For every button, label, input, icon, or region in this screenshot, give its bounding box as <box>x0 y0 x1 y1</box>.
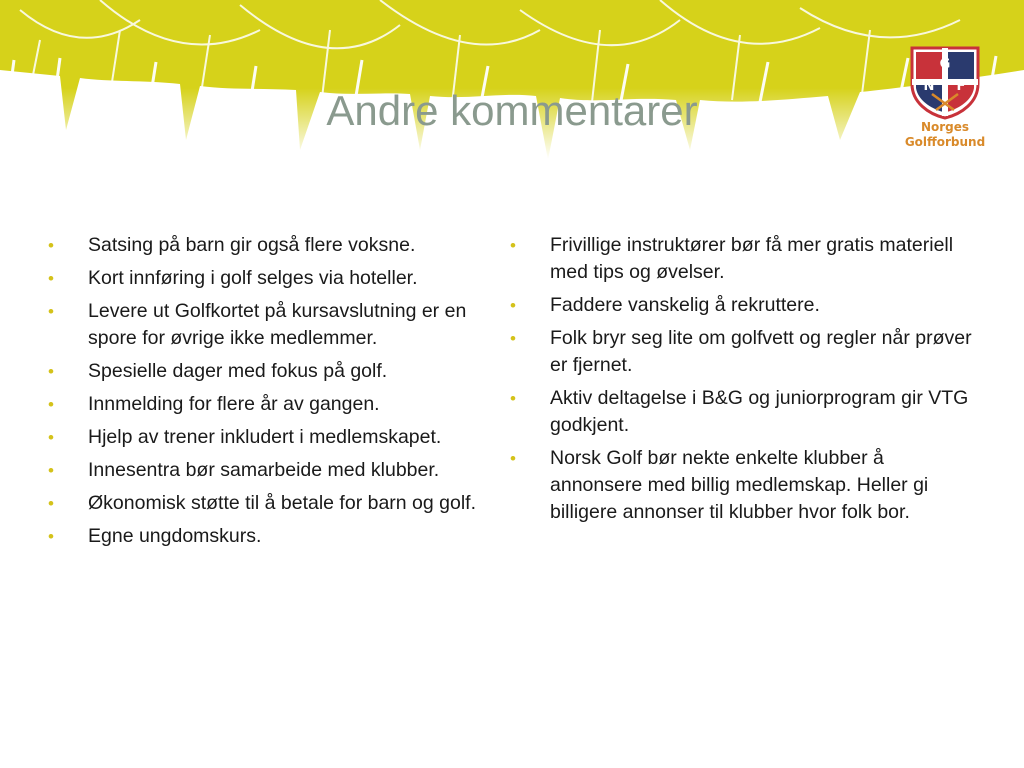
list-item-text: Egne ungdomskurs. <box>88 525 262 547</box>
list-item-text: Satsing på barn gir også flere voksne. <box>88 234 416 256</box>
list-item-text: Norsk Golf bør nekte enkelte klubber å annonsere med billig medlemskap. Heller gi billigere annonser til klubber hvor folk bor. <box>550 447 929 523</box>
bullet-icon: • <box>48 269 54 288</box>
shield-icon <box>908 44 982 120</box>
list-item-text: Spesielle dager med fokus på golf. <box>88 360 388 382</box>
bullet-icon: • <box>48 362 54 381</box>
list-item-text: Aktiv deltagelse i B&G og juniorprogram gir VTG godkjent. <box>550 387 969 436</box>
bullet-icon: • <box>48 461 54 480</box>
list-item-text: Folk bryr seg lite om golfvett og regler når prøver er fjernet. <box>550 327 972 376</box>
list-item <box>48 457 508 484</box>
bullet-icon: • <box>510 296 516 315</box>
list-item <box>48 265 508 292</box>
list-item <box>48 232 508 259</box>
list-item-text: Kort innføring i golf selges via hoteller. <box>88 267 418 289</box>
right-bullet-list <box>510 232 980 532</box>
list-item <box>510 292 980 319</box>
norges-golfforbund-logo <box>890 44 1000 154</box>
bullet-icon: • <box>48 428 54 447</box>
bullet-icon: • <box>48 302 54 321</box>
logo-letter-f: F <box>956 79 966 94</box>
logo-text-golfforbund: Golfforbund <box>904 135 986 149</box>
list-item <box>510 232 980 286</box>
list-item-text: Frivillige instruktører bør få mer gratis materiell med tips og øvelser. <box>550 234 954 283</box>
logo-letter-g: G <box>939 57 951 72</box>
list-item <box>510 445 980 526</box>
bullet-icon: • <box>48 494 54 513</box>
bullet-icon: • <box>48 527 54 546</box>
list-item-text: Levere ut Golfkortet på kursavslutning er en spore for øvrige ikke medlemmer. <box>88 300 467 349</box>
list-item <box>48 523 508 550</box>
list-item <box>48 298 508 352</box>
list-item <box>48 391 508 418</box>
left-bullet-list <box>48 232 508 556</box>
bullet-icon: • <box>510 449 516 468</box>
bullet-icon: • <box>510 236 516 255</box>
list-item-text: Innmelding for flere år av gangen. <box>88 393 380 415</box>
list-item <box>48 490 508 517</box>
list-item <box>48 358 508 385</box>
list-item <box>510 385 980 439</box>
bullet-icon: • <box>510 329 516 348</box>
bullet-icon: • <box>510 389 516 408</box>
slide-title: Andre kommentarer <box>326 87 698 134</box>
logo-letter-n: N <box>923 79 935 94</box>
list-item-text: Økonomisk støtte til å betale for barn og golf. <box>88 492 477 514</box>
list-item-text: Innesentra bør samarbeide med klubber. <box>88 459 440 481</box>
bullet-icon: • <box>48 236 54 255</box>
bullet-icon: • <box>48 395 54 414</box>
list-item-text: Hjelp av trener inkludert i medlemskapet. <box>88 426 442 448</box>
list-item-text: Faddere vanskelig å rekruttere. <box>550 294 820 316</box>
list-item <box>510 325 980 379</box>
list-item <box>48 424 508 451</box>
logo-text-norges: Norges <box>920 120 970 134</box>
